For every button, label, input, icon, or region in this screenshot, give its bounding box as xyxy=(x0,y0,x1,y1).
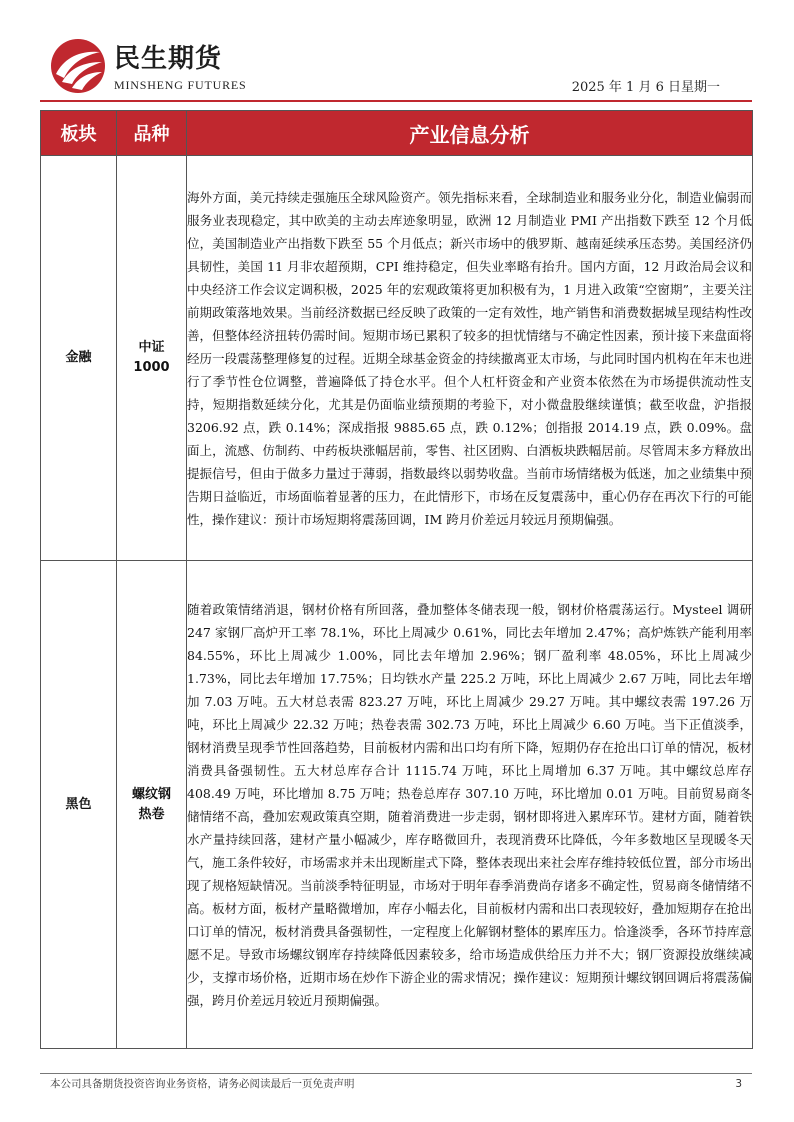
analysis-text: 海外方面，美元持续走强施压全球风险资产。领先指标来看，全球制造业和服务业分化，制造业偏弱而服务业表现稳定，其中欧美的主动去库迹象明显，欧洲 12 月制造业 PMI 产出指数下跌至 12 个月低位，美国制造业产出指数下跌至 55 个月低点；新兴市场中的俄罗斯、越南延续承压态势。美国经济仍具韧性，美国 11 月非农超预期，CPI 维持稳定，但失业率略有抬升。国内方面，12 月政治局会议和中央经济工作会议定调积极，2025 年的宏观政策将更加积极有为，1 月进入政策“空窗期”，主要关注前期政策落地效果。当前经济数据已经反映了政策的一定有效性，地产销售和消费数据城呈现结构性改善，但整体经济扭转仍需时间。短期市场已累积了较多的担忧情绪与不确定性因素，预计接下来盘面将经历一段震荡整理修复的过程。近期全球基金资金的持续撤离亚太市场，与此同时国内机构在年末也进行了季节性仓位调整，普遍降低了持仓水平。但个人杠杆资金和产业资本依然在为市场提供流动性支持，短期指数延续分化，尤其是仍面临业绩预期的考验下，对小微盘股继续谨慎；截至收盘，沪指报 3206.92 点，跌 0.14%；深成指报 9885.65 点，跌 0.12%；创指报 2014.19 点，跌 0.09%。盘面上，流感、仿制药、中药板块涨幅居前，零售、社区团购、白酒板块跌幅居前。尽管周末多方释放出提振信号，但由于做多力量过于薄弱，指数最终以弱势收盘。当前市场情绪极为低迷，加之业绩集中预告期日益临近，市场面临着显著的压力，在此情形下，市场在反复震荡中，重心仍存在再次下行的可能性，操作建议：预计市场短期将震荡回调，IM 跨月价差远月较远月预期偏强。 xyxy=(187,189,752,527)
report-date: 2025 年 1 月 6 日星期一 xyxy=(571,80,720,95)
column-header-sector: 板块 xyxy=(41,111,117,156)
brand-name-en: MINSHENG FUTURES xyxy=(114,78,247,92)
page-header xyxy=(0,0,794,110)
column-header-analysis: 产业信息分析 xyxy=(187,111,753,156)
analysis-cell xyxy=(187,561,753,1049)
minsheng-logo-icon xyxy=(50,38,106,94)
footer-divider xyxy=(40,1073,752,1074)
page-number: 3 xyxy=(735,1078,742,1090)
footer-disclaimer: 本公司具备期货投资咨询业务资格，请务必阅读最后一页免责声明 xyxy=(50,1078,355,1090)
column-header-product: 品种 xyxy=(117,111,187,156)
header-divider xyxy=(40,100,752,102)
sector-cell: 金融 xyxy=(41,156,117,561)
table-row xyxy=(41,156,753,561)
table-row xyxy=(41,561,753,1049)
product-cell: 螺纹钢 热卷 xyxy=(117,561,187,1049)
table-header-row xyxy=(41,111,753,156)
analysis-table xyxy=(40,110,753,1049)
product-cell: 中证 1000 xyxy=(117,156,187,561)
analysis-cell xyxy=(187,156,753,561)
brand-name-cn: 民生期货 xyxy=(114,44,223,74)
sector-cell: 黑色 xyxy=(41,561,117,1049)
analysis-text: 随着政策情绪消退，钢材价格有所回落，叠加整体冬储表现一般，钢材价格震荡运行。Mysteel 调研 247 家钢厂高炉开工率 78.1%，环比上周减少 0.61%，同比去年增加 2.47%；高炉炼铁产能利用率 84.55%，环比上周减少 1.00%，同比去年增加 2.96%；钢厂盈利率 48.05%，环比上周减少 1.73%，同比去年增加 17.75%；日均铁水产量 225.2 万吨，环比上周减少 2.67 万吨，同比去年增加 7.03 万吨。五大材总表需 823.27 万吨，环比上周减少 29.27 万吨。其中螺纹表需 197.26 万吨，环比上周减少 22.32 万吨；热卷表需 302.73 万吨，环比上周减少 6.60 万吨。当下正值淡季，钢材消费呈现季节性回落趋势，目前板材内需和出口均有所下降，短期仍存在抢出口订单的情况，板材消费具备强韧性。五大材总库存合计 1115.74 万吨，环比上周增加 6.37 万吨。其中螺纹总库存 408.49 万吨，环比增加 8.75 万吨；热卷总库存 307.10 万吨，环比增加 0.01 万吨。目前贸易商冬储情绪不高，叠加宏观政策真空期，随着消费进一步走弱，钢材即将进入累库环节。建材方面，随着铁水产量持续回落，建材产量小幅减少，库存略微回升，表现消费环比降低，今年多数地区呈现暖冬天气，施工条件较好，市场需求并未出现断崖式下降，整体表现出来社会库存维持较低位置，部分市场出现了规格短缺情况。当前淡季特征明显，市场对于明年春季消费尚存诸多不确定性，贸易商冬储情绪不高。板材方面，板材产量略微增加，库存小幅去化，目前板材内需和出口表现较好，叠加短期存在抢出口订单的情况，板材消费具备强韧性，一定程度上化解钢材整体的累库压力。恰逢淡季，各环节持库意愿不足。导致市场螺纹钢库存持续降低因素较多，给市场造成供给压力并不大；钢厂资源投放继续减少，支撑市场价格，近期市场在炒作下游企业的需求情况；操作建议：短期预计螺纹钢回调后将震荡偏强，跨月价差远月较近月预期偏强。 xyxy=(187,601,752,1008)
